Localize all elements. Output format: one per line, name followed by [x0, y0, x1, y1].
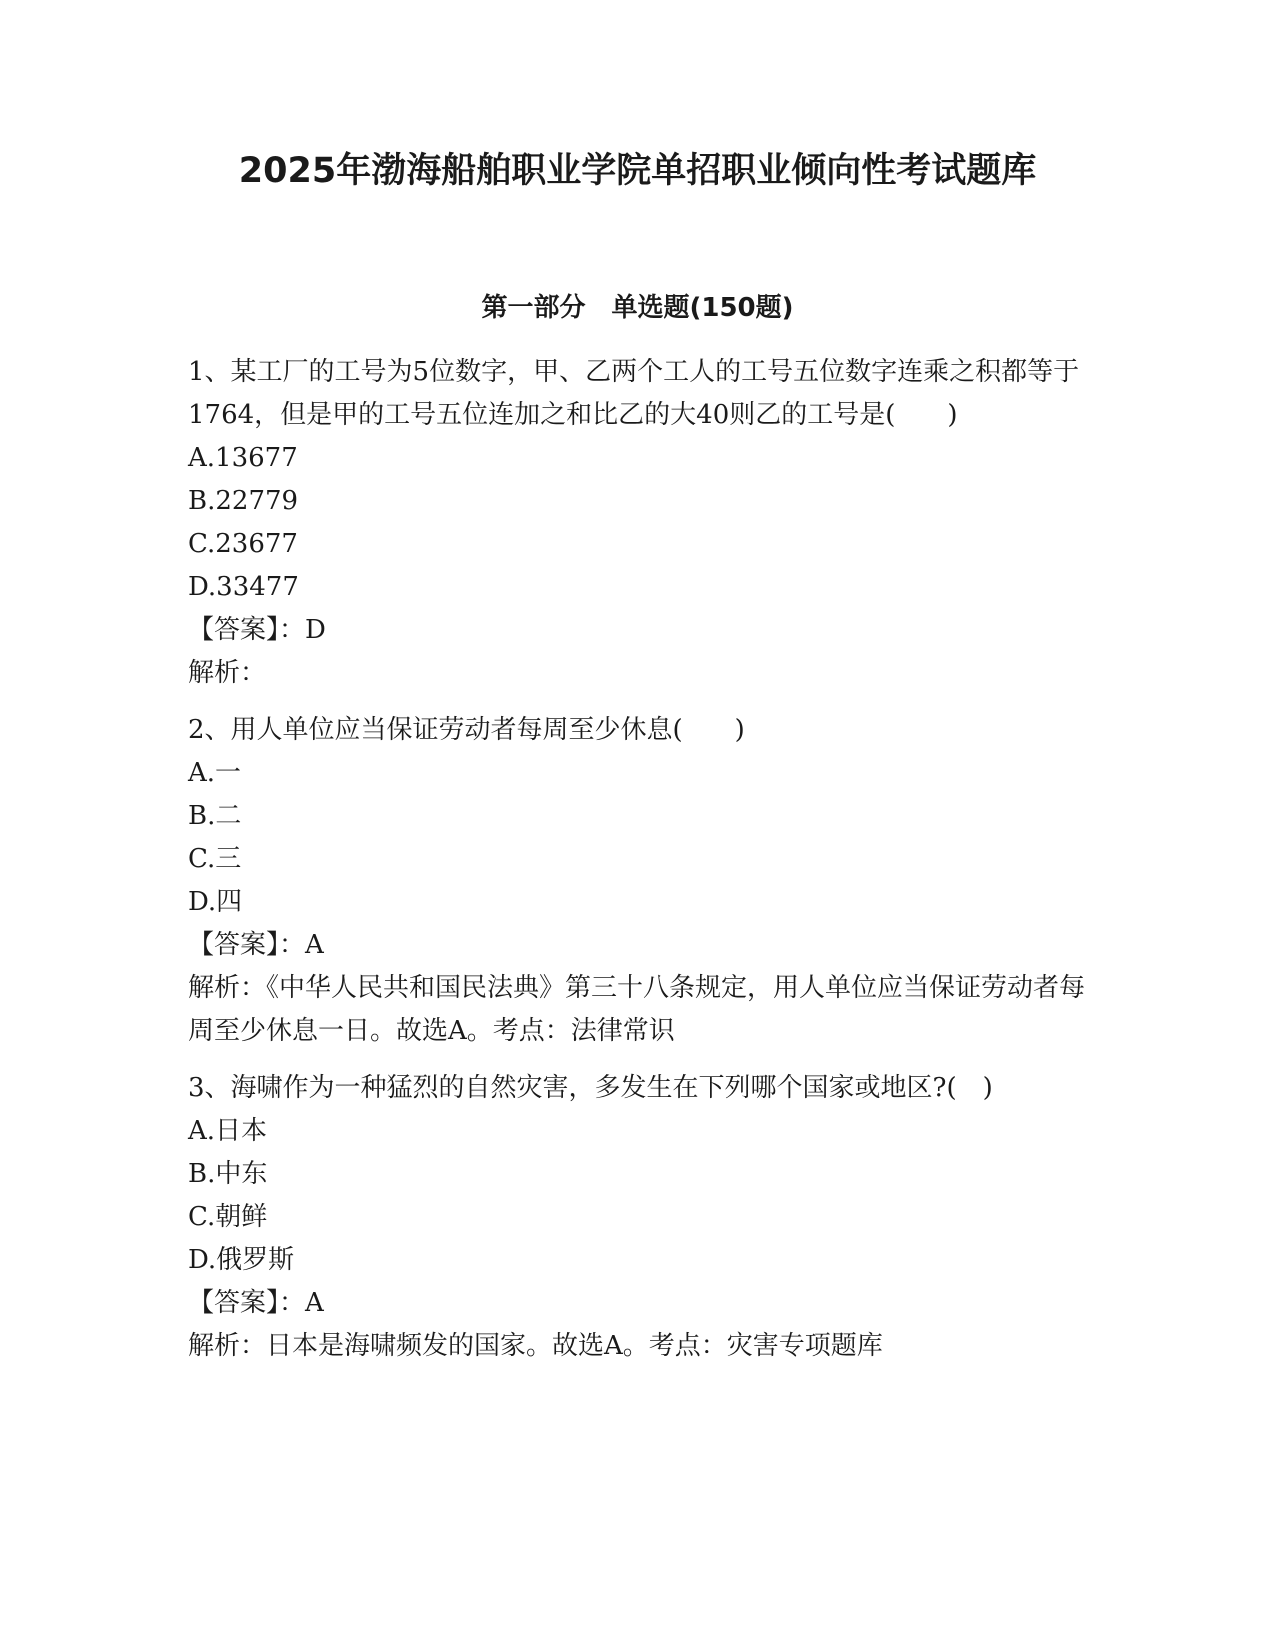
option-a: A.13677 [188, 443, 298, 473]
question-2 [188, 709, 1088, 1053]
option-d: D.33477 [188, 572, 299, 602]
question-stem: 3、海啸作为一种猛烈的自然灾害，多发生在下列哪个国家或地区?( ) [188, 1073, 993, 1103]
document-title: 2025年渤海船舶职业学院单招职业倾向性考试题库 [238, 151, 1037, 191]
answer-line: 【答案】：A [188, 930, 324, 960]
answer-line: 【答案】：D [188, 615, 326, 645]
option-b: B.中东 [188, 1159, 268, 1189]
analysis-text: 解析：日本是海啸频发的国家。故选A。考点：灾害专项题库 [188, 1331, 883, 1361]
option-a: A.日本 [188, 1116, 268, 1146]
section-title: 第一部分 单选题(150题) [481, 293, 794, 323]
option-c: C.三 [188, 844, 242, 874]
option-c: C.朝鲜 [188, 1202, 268, 1232]
option-d: D.俄罗斯 [188, 1245, 295, 1275]
analysis-text: 解析：《中华人民共和国民法典》第三十八条规定，用人单位应当保证劳动者每周至少休息一日。故选A。考点：法律常识 [188, 973, 1086, 1046]
analysis-text: 解析： [188, 658, 267, 688]
question-stem: 2、用人单位应当保证劳动者每周至少休息( ) [188, 715, 745, 745]
option-b: B.22779 [188, 486, 299, 516]
question-stem: 1、某工厂的工号为5位数字，甲、乙两个工人的工号五位数字连乘之积都等于1764，但是甲的工号五位连加之和比乙的大40则乙的工号是( ) [188, 357, 1080, 430]
option-a: A.一 [188, 758, 242, 788]
question-list [188, 351, 1088, 1382]
option-b: B.二 [188, 801, 242, 831]
option-d: D.四 [188, 887, 243, 917]
question-1 [188, 351, 1088, 695]
question-3 [188, 1067, 1088, 1368]
answer-line: 【答案】：A [188, 1288, 324, 1318]
option-c: C.23677 [188, 529, 298, 559]
